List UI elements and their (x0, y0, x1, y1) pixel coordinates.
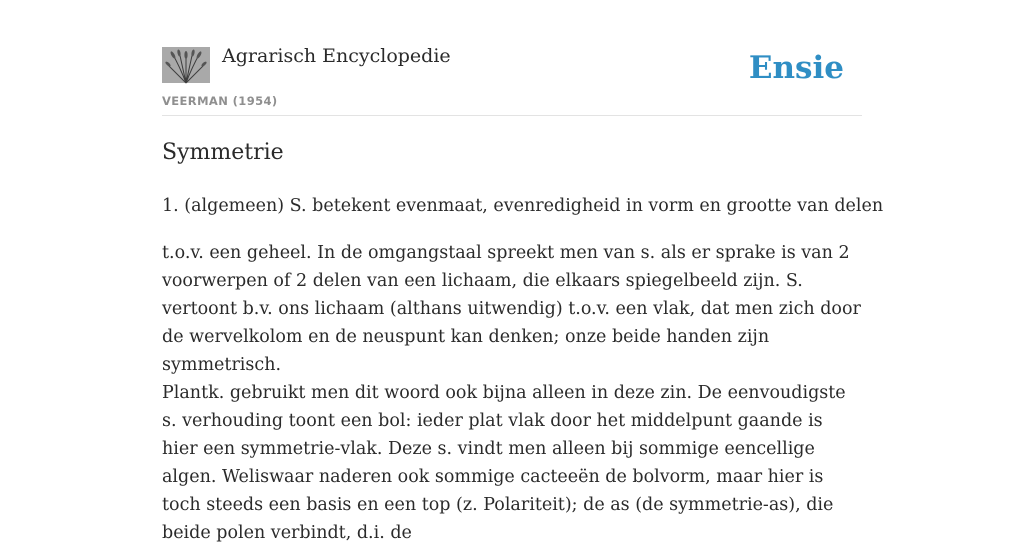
article-paragraph: t.o.v. een geheel. In de omgangstaal spreekt men van s. als er sprake is van 2 voorwerpen of 2 delen van een lichaam, die elkaars spiegelbeeld zijn. S. vertoont b.v. ons lichaam (althans uitwendig) t.o.v. een vlak, dat men zich door de wervelkolom en de neuspunt kan denken; onze beide handen zijn symmetrisch. (162, 243, 861, 375)
article-title: Symmetrie (162, 140, 284, 165)
wheat-engraving-icon (162, 47, 210, 83)
content-column (162, 0, 884, 543)
article-paragraph: 1. (algemeen) S. betekent evenmaat, evenredigheid in vorm en grootte van delen (162, 196, 884, 216)
book-header (162, 0, 862, 116)
book-author: VEERMAN (1954) (162, 94, 278, 108)
article-paragraph: Plantk. gebruikt men dit woord ook bijna alleen in deze zin. De eenvoudigste s. verhouding toont een bol: ieder plat vlak door het middelpunt gaande is hier een symmetrie-vlak. Deze s. vindt men alleen bij sommige eencellige algen. Weliswaar naderen ook sommige cacteeën de bolvorm, maar hier is toch steeds een basis en een top (z. Polariteit); de as (de symmetrie-as), die beide polen verbindt, d.i. de (162, 383, 846, 543)
book-title[interactable]: Agrarisch Encyclopedie (222, 45, 451, 67)
book-cover-thumbnail[interactable] (162, 47, 210, 83)
ensie-logo-link[interactable]: Ensie (748, 50, 844, 86)
